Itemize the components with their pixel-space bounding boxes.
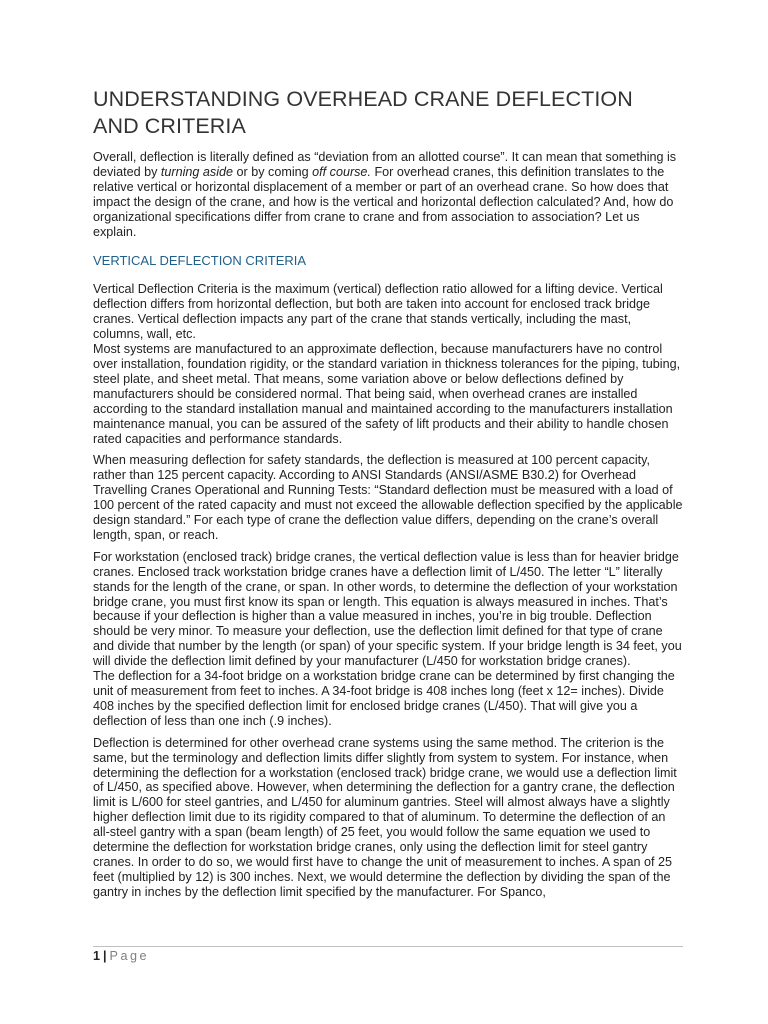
footer-separator: | bbox=[103, 949, 107, 963]
document-title: UNDERSTANDING OVERHEAD CRANE DEFLECTION AND CRITERIA bbox=[93, 87, 633, 138]
paragraph-safety-standards: When measuring deflection for safety standards, the deflection is measured at 100 percent capacity, rather than 125 percent capacity. According to ANSI Standards (ANSI/ASME B30.2) for Overhead Travelling Cranes Operational and Running Tests: “Standard deflection must be measured with a load of 100 percent of the rated capacity and must not exceed the allowable deflection specified by the applicable design standard.” For each type of crane the deflection value differs, depending on the crane’s overall length, span, or reach. bbox=[93, 453, 683, 542]
paragraph-vertical-criteria: Vertical Deflection Criteria is the maximum (vertical) deflection ratio allowed for a lifting device. Vertical deflection differs from horizontal deflection, but both are taken into account for enclosed track bridge cranes. Vertical deflection impacts any part of the crane that stands vertically, including the mast, columns, wall, etc. bbox=[93, 282, 663, 342]
section-heading: VERTICAL DEFLECTION CRITERIA bbox=[93, 253, 307, 269]
intro-paragraph bbox=[93, 150, 683, 239]
intro-emphasis-2: off course. bbox=[312, 164, 371, 179]
page-label: Page bbox=[109, 949, 149, 963]
paragraph-manufacturing: Most systems are manufactured to an approximate deflection, because manufacturers have no control over installation, foundation rigidity, or the standard variation in thickness tolerances for the piping, tubing, steel plate, and sheet metal. That means, some variation above or below deflections defined by manufacturers should be considered normal. That being said, when overhead cranes are installed according to the standard installation manual and maintained according to the manufacturers installation maintenance manual, you can be assured of the safety of lift products and their ability to handle chosen rated capacities and performance standards. bbox=[93, 342, 681, 446]
paragraph-workstation: For workstation (enclosed track) bridge cranes, the vertical deflection value is less than for heavier bridge cranes. Enclosed track workstation bridge cranes have a deflection limit of L/450. The letter “L” literally stands for the length of the crane, or span. In other words, to determine the deflection of your workstation bridge crane, you must first know its span or length. This equation is always measured in inches. That’s because if your deflection is higher than a value measured in inches, you’re in big trouble. Deflection should be very minor. To measure your deflection, use the deflection limit defined for that type of crane and divide that number by the length (or span) of your specific system. If your bridge length is 34 feet, you will divide the deflection limit defined by your manufacturer (L/450 for workstation bridge cranes). bbox=[93, 549, 682, 669]
document-page bbox=[93, 86, 683, 907]
intro-emphasis-1: turning aside bbox=[160, 164, 234, 179]
intro-text-2: or by coming bbox=[233, 164, 313, 179]
page-footer bbox=[93, 946, 683, 963]
page-number: 1 bbox=[93, 949, 101, 963]
intro-text-1: Overall, deflection is literally defined as “deviation from an allotted course”. It can mean that something is deviated by bbox=[93, 150, 677, 179]
paragraph-other-systems: Deflection is determined for other overhead crane systems using the same method. The criterion is the same, but the terminology and deflection limits differ slightly from system to system. For instance, when determining the deflection for a workstation (enclosed track) bridge crane, we would use a deflection limit of L/450, as specified above. However, when determining the deflection for a gantry crane, the deflection limit is L/600 for steel gantries, and L/450 for aluminum gantries. Steel will almost always have a slightly higher deflection limit due to its rigidity compared to that of aluminum. To determine the deflection of an all-steel gantry with a span (beam length) of 25 feet, you would follow the same equation we used to determine the deflection for workstation bridge cranes, only using the deflection limit for steel gantry cranes. In order to do so, we would first have to change the unit of measurement to inches. A span of 25 feet (multiplied by 12) is 300 inches. Next, we would determine the deflection by dividing the span of the gantry in inches by the deflection limit specified by the manufacturer. For Spanco, bbox=[93, 735, 677, 899]
paragraph-34-foot-example: The deflection for a 34-foot bridge on a workstation bridge crane can be determined by first changing the unit of measurement from feet to inches. A 34-foot bridge is 408 inches long (feet x 12= inches). Divide 408 inches by the specified deflection limit for enclosed bridge cranes (L/450). That will give you a deflection of less than one inch (.9 inches). bbox=[93, 669, 675, 728]
intro-text-3: For overhead cranes, this definition translates to the relative vertical or horizontal displacement of a member or part of an overhead crane. So how does that impact the design of the crane, and how is the vertical and horizontal deflection calculated? And, how do organizational specifications differ from crane to crane and from association to association? Let us explain. bbox=[93, 164, 674, 239]
